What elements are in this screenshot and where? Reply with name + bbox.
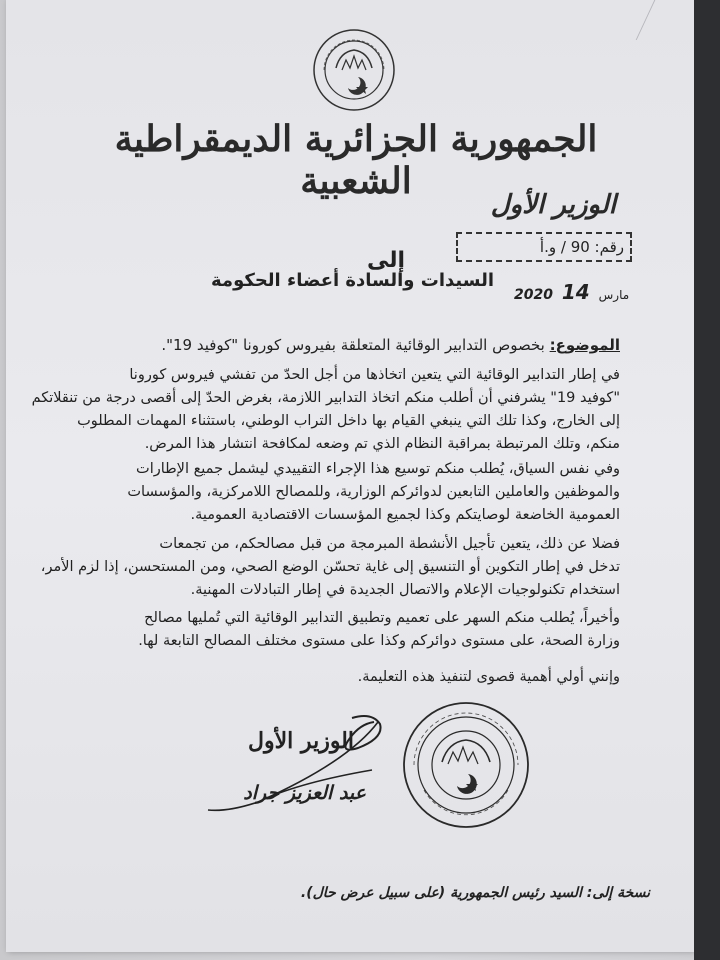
- reference-number: رقم: 90 / و.أ: [456, 232, 632, 262]
- paragraph-line: إلى الخارج، وكذا تلك التي ينبغي القيام بها داخل التراب الوطني، باستثناء المهمات المطلوب: [77, 413, 620, 429]
- paragraph-1: [16, 364, 620, 456]
- paragraph-line: وزارة الصحة، على مستوى دوائركم وكذا على مستوى مختلف المصالح التابعة لها.: [138, 633, 620, 649]
- paragraph-5: [16, 666, 620, 689]
- date-month: مارس: [598, 288, 630, 302]
- subject-label: الموضوع:: [549, 336, 620, 354]
- paragraph-2: [16, 458, 620, 527]
- official-stamp-icon: [400, 700, 532, 830]
- subject-line: [40, 336, 620, 354]
- recipient-prefix: إلى: [366, 248, 406, 273]
- national-emblem-icon: [312, 28, 396, 112]
- paragraph-line: فضلا عن ذلك، يتعين تأجيل الأنشطة المبرمجة من قبل مصالحكم، من تجمعات: [159, 536, 620, 552]
- paragraph-line: والموظفين والعاملين التابعين لدوائركم الوزارية، وللمصالح اللامركزية، والمؤسسات: [127, 484, 620, 500]
- addressee: السيدات والسادة أعضاء الحكومة: [211, 270, 494, 291]
- paragraph-line: وفي نفس السياق، يُطلب منكم توسيع هذا الإجراء التقييدي ليشمل جميع الإطارات: [136, 461, 620, 477]
- paragraph-line: "كوفيد 19" يشرفني أن أطلب منكم اتخاذ التدابير اللازمة، بغرض الحدّ إلى أقصى درجة من تنقلاتكم: [31, 390, 620, 406]
- subject-text: بخصوص التدابير الوقائية المتعلقة بفيروس كورونا "كوفيد 19".: [161, 336, 545, 354]
- paragraph-line: وإنني أولي أهمية قصوى لتنفيذ هذه التعليمة.: [357, 669, 620, 685]
- paragraph-line: تدخل في إطار التكوين أو التنسيق إلى غاية تحسّن الوضع الصحي، ومن المستحسن، إذا لزم الأمر،: [40, 559, 620, 575]
- signatory-name: عبد العزيز جراد: [243, 782, 366, 804]
- paragraph-line: في إطار التدابير الوقائية التي يتعين اتخاذها من أجل الحدّ من تفشي فيروس كورونا: [129, 367, 620, 383]
- background-edge: [694, 0, 720, 960]
- date-day: 14: [561, 280, 590, 304]
- date-year: 2020: [514, 287, 553, 303]
- paragraph-line: وأخيراً، يُطلب منكم السهر على تعميم وتطبيق التدابير الوقائية التي تُمليها مصالح: [144, 610, 620, 626]
- republic-name-heading: الجمهورية الجزائرية الديمقراطية الشعبية: [114, 118, 598, 202]
- paragraph-3: [16, 533, 620, 602]
- issuer-title: الوزير الأول: [490, 190, 616, 220]
- signatory-title: الوزير الأول: [248, 728, 354, 754]
- copy-to-note: نسخة إلى: السيد رئيس الجمهورية (على سبيل عرض حال).: [300, 885, 650, 901]
- paragraph-line: استخدام تكنولوجيات الإعلام والاتصال الجديدة في إطار التبادلات المهنية.: [190, 582, 620, 598]
- document-date: [514, 280, 630, 304]
- paragraph-line: منكم، وتلك المرتبطة بمراقبة النظام الذي تم وضعه لمكافحة انتشار هذا المرض.: [144, 436, 620, 452]
- paper-sheet: [6, 0, 694, 952]
- paragraph-line: العمومية الخاضعة لوصايتكم وكذا لجميع المؤسسات الاقتصادية العمومية.: [190, 507, 620, 523]
- paragraph-4: [16, 607, 620, 653]
